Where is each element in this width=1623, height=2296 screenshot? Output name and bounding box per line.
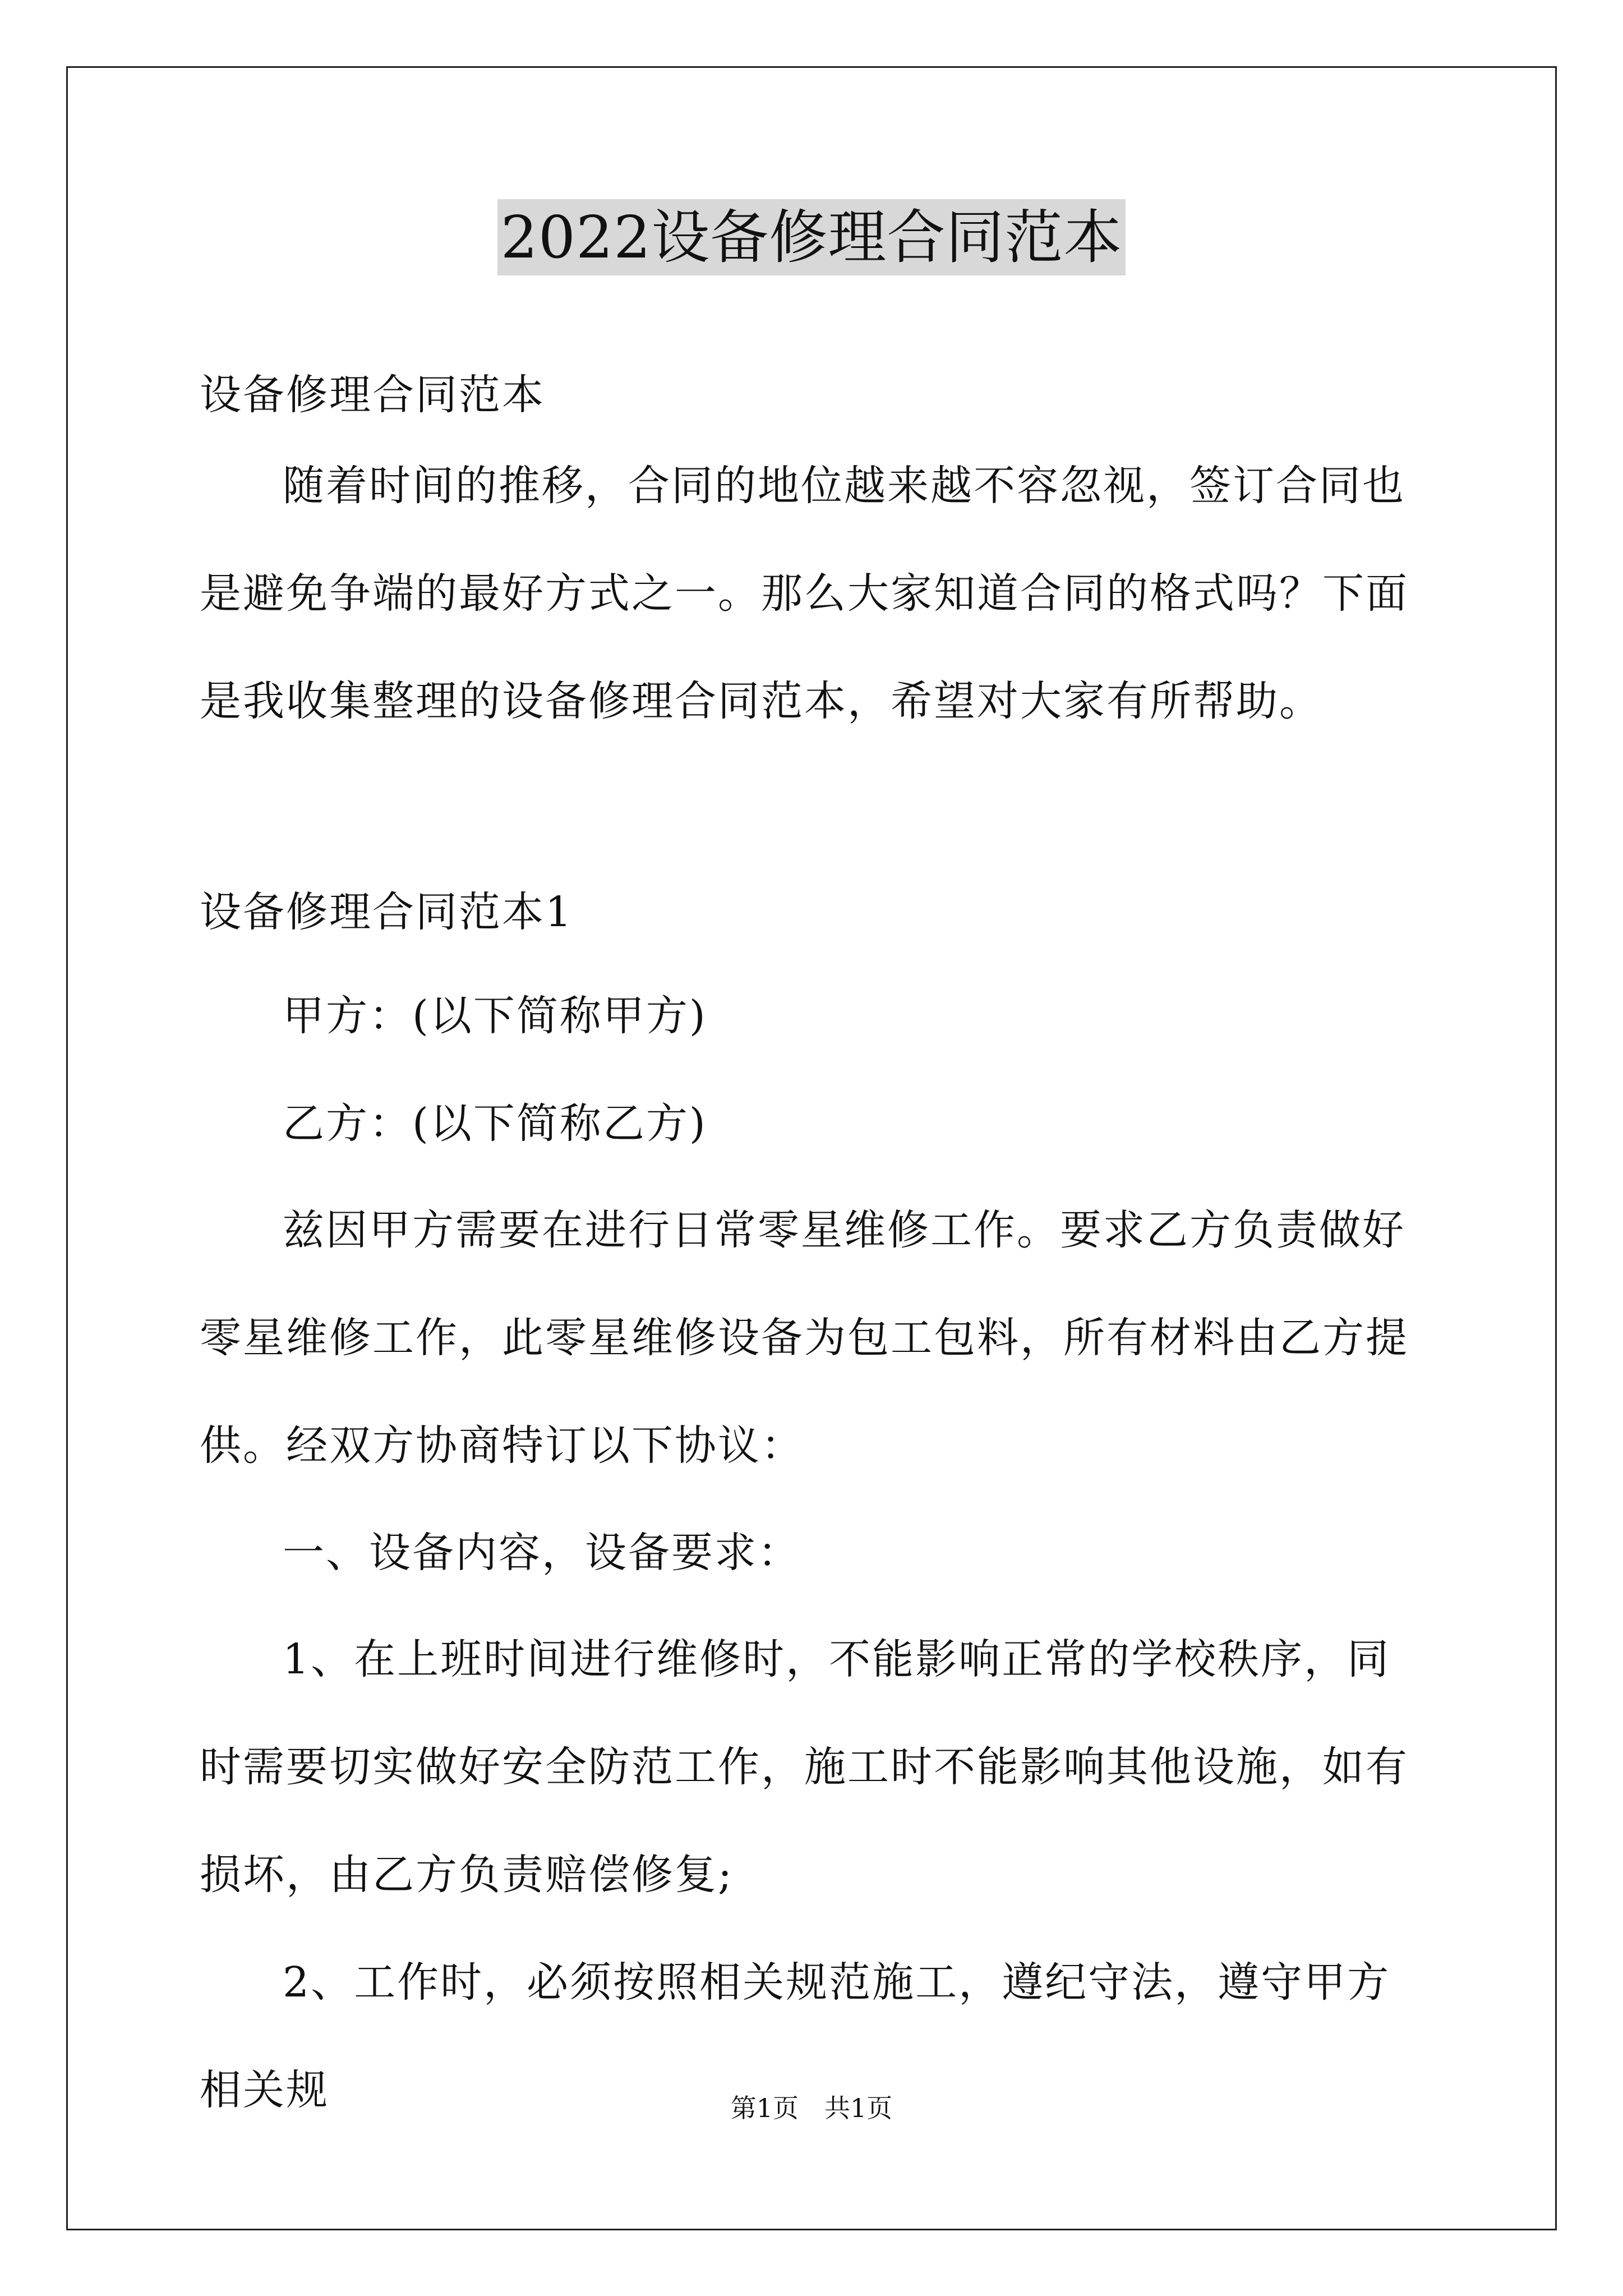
- page-footer: 第1页 共1页: [730, 2093, 893, 2123]
- clause-2-paragraph: 2、工作时，必须按照相关规范施工，遵纪守法，遵守甲方相关规: [200, 1958, 1391, 2114]
- party-a-line: 甲方：(以下简称甲方): [283, 992, 707, 1040]
- document-title: [0, 199, 1623, 275]
- preamble-paragraph: 兹因甲方需要在进行日常零星维修工作。要求乙方负责做好零星维修工作，此零星维修设备为包工包料，所有材料由乙方提供。经双方协商特订以下协议：: [200, 1206, 1409, 1470]
- party-b-line: 乙方：(以下简称乙方): [283, 1099, 707, 1148]
- clause-1-paragraph: 1、在上班时间进行维修时，不能影响正常的学校秩序，同时需要切实做好安全防范工作，施工时不能影响其他设施，如有损坏，由乙方负责赔偿修复;: [200, 1635, 1409, 1899]
- section-heading: 设备修理合同范本1: [200, 888, 574, 936]
- intro-paragraph: 随着时间的推移，合同的地位越来越不容忽视，签订合同也是避免争端的最好方式之一。那么大家知道合同的格式吗？下面是我收集整理的设备修理合同范本，希望对大家有所帮助。: [200, 462, 1409, 725]
- intro-heading: 设备修理合同范本: [200, 371, 545, 419]
- clause-heading: 一、设备内容，设备要求：: [283, 1529, 801, 1577]
- document-title-text: 2022设备修理合同范本: [497, 199, 1126, 275]
